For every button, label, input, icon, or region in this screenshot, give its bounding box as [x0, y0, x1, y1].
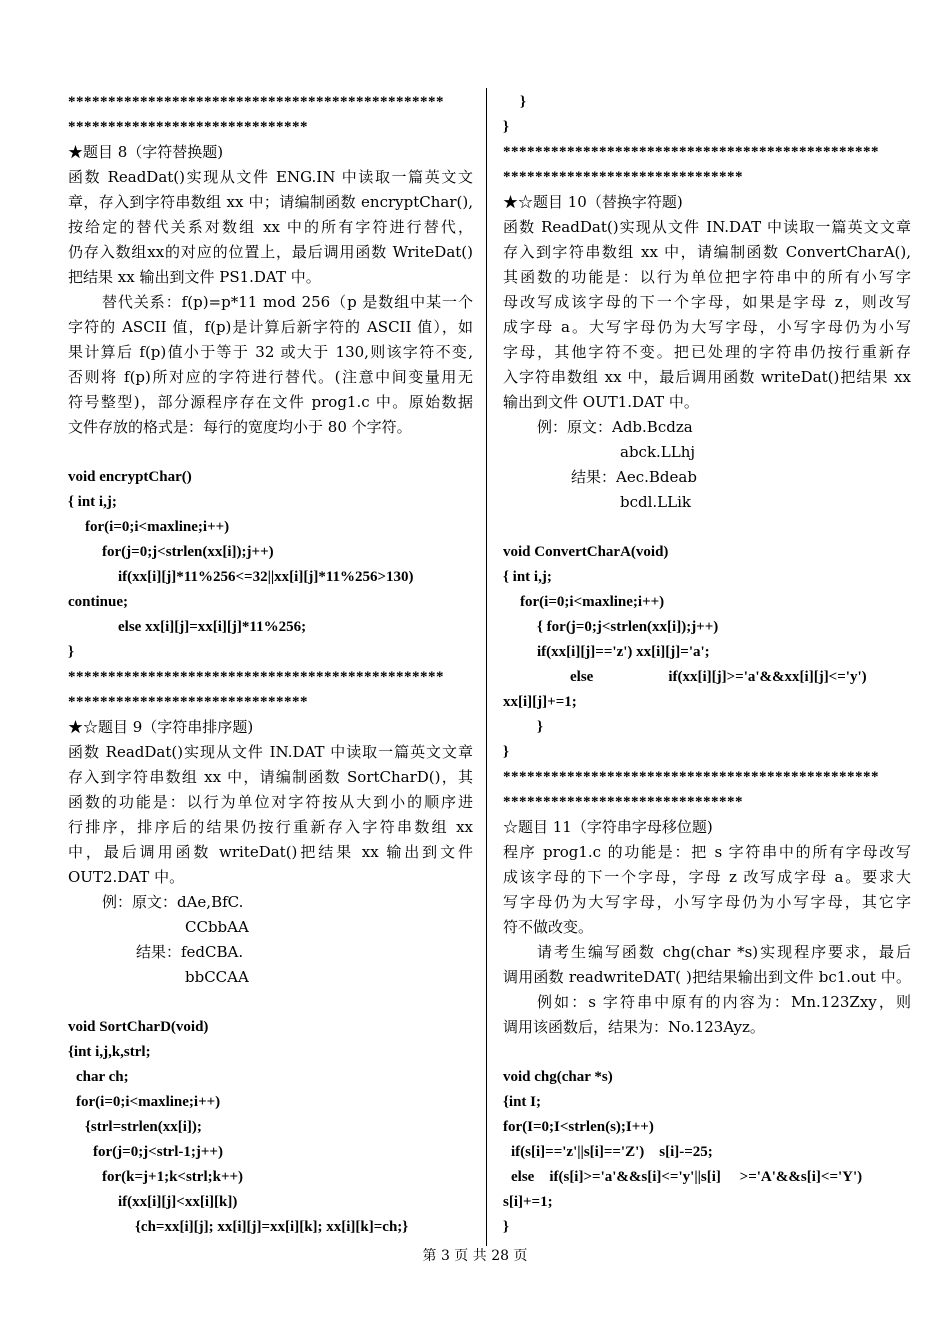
code-line: if(xx[i][j]=='z') xx[i][j]='a'; — [537, 644, 710, 660]
text-line: 按给定的替代关系对数组 xx 中的所有字符进行替代， — [68, 218, 473, 236]
code-line: for(i=0;i<maxline;i++) — [520, 594, 665, 610]
column-divider — [486, 88, 487, 1246]
separator-line: ****************************** — [68, 119, 308, 135]
text-line: 写字母仍为大写字母，小写字母仍为小写字母，其它字 — [503, 893, 911, 911]
text-line: 母改写成该字母的下一个字母，如果是字母 z，则改写 — [503, 293, 911, 311]
code-line: } — [520, 94, 526, 110]
text-line: 仍存入数组xx的对应的位置上，最后调用函数 WriteDat() — [68, 243, 473, 261]
code-line: void ConvertCharA(void) — [503, 544, 669, 560]
code-line: void SortCharD(void) — [68, 1019, 209, 1035]
text-line: 替代关系：f(p)=p*11 mod 256（p 是数组中某一个 — [102, 293, 473, 311]
code-line: } — [503, 1219, 509, 1235]
text-line: 中，最后调用函数 writeDat()把结果 xx 输出到文件 — [68, 843, 473, 861]
text-line: 输出到文件 OUT1.DAT 中。 — [503, 393, 699, 411]
text-line: 例：原文：dAe,BfC. — [102, 893, 244, 911]
code-line: { int i,j; — [68, 494, 117, 510]
text-line: 调用函数 readwriteDAT( )把结果输出到文件 bc1.out 中。 — [503, 968, 911, 986]
text-line: 例如：s 字符串中原有的内容为：Mn.123Zxy，则 — [537, 993, 911, 1011]
right-column — [503, 90, 911, 1240]
text-line: abck.LLhj — [620, 443, 696, 461]
text-line: OUT2.DAT 中。 — [68, 868, 185, 886]
text-line: 请考生编写函数 chg(char *s)实现程序要求，最后 — [537, 943, 911, 961]
blank-line — [503, 1040, 911, 1065]
text-line: 文件存放的格式是：每行的宽度均小于 80 个字符。 — [68, 418, 412, 436]
code-line: for(k=j+1;k<strl;k++) — [102, 1169, 244, 1185]
text-line: 函数 ReadDat()实现从文件 ENG.IN 中读取一篇英文文 — [68, 168, 473, 186]
text-line: 函数 ReadDat()实现从文件 IN.DAT 中读取一篇英文文章 — [68, 743, 473, 761]
text-line: 否则将 f(p)所对应的字符进行替代。(注意中间变量用无 — [68, 368, 473, 386]
text-line: ☆题目 11（字符串字母移位题) — [503, 818, 713, 836]
text-line: 符号整型)，部分源程序存在文件 prog1.c 中。原始数据 — [68, 393, 473, 411]
code-line: { for(j=0;j<strlen(xx[i]);j++) — [537, 619, 719, 635]
text-line: 果计算后 f(p)值小于等于 32 或大于 130,则该字符不变, — [68, 343, 473, 361]
code-line: } — [68, 644, 74, 660]
text-line: 函数 ReadDat()实现从文件 IN.DAT 中读取一篇英文文章 — [503, 218, 911, 236]
text-line: 程序 prog1.c 的功能是：把 s 字符串中的所有字母改写 — [503, 843, 911, 861]
text-line: 结果：fedCBA. — [136, 943, 244, 961]
text-line: 成该字母的下一个字母，字母 z 改写成字母 a。要求大 — [503, 868, 911, 886]
text-line: bbCCAA — [185, 968, 249, 986]
text-line: 字符的 ASCII 值，f(p)是计算后新字符的 ASCII 值），如 — [68, 318, 473, 336]
code-line: if(xx[i][j]<xx[i][k]) — [118, 1194, 238, 1210]
text-line: ★☆题目 10（替换字符题) — [503, 193, 683, 211]
separator-line: *********************************************** — [503, 144, 879, 160]
separator-line: ****************************** — [503, 794, 743, 810]
code-line: { int i,j; — [503, 569, 552, 585]
separator-line: *********************************************** — [68, 94, 444, 110]
code-line: else xx[i][j]=xx[i][j]*11%256; — [118, 619, 307, 635]
left-column — [68, 90, 473, 1240]
code-line: void encryptChar() — [68, 469, 192, 485]
code-line: for(I=0;I<strlen(s);I++) — [503, 1119, 654, 1135]
text-line: ★题目 8（字符替换题) — [68, 143, 224, 161]
text-line: 把结果 xx 输出到文件 PS1.DAT 中。 — [68, 268, 321, 286]
code-line: for(i=0;i<maxline;i++) — [85, 519, 230, 535]
separator-line: ****************************** — [503, 169, 743, 185]
separator-line: *********************************************** — [503, 769, 879, 785]
code-line: continue; — [68, 594, 128, 610]
code-line: void chg(char *s) — [503, 1069, 613, 1085]
text-line: 字母，其他字符不变。把已处理的字符串仍按行重新存 — [503, 343, 911, 361]
page-footer: 第 3 页 共 28 页 — [422, 1248, 528, 1264]
separator-line: ****************************** — [68, 694, 308, 710]
text-line: 符不做改变。 — [503, 918, 594, 936]
blank-line — [68, 440, 473, 465]
code-line: {strl=strlen(xx[i]); — [85, 1119, 202, 1135]
text-line: 函数的功能是：以行为单位对字符按从大到小的顺序进 — [68, 793, 473, 811]
code-line: else if(xx[i][j]>='a'&&xx[i][j]<='y') — [570, 669, 867, 685]
text-line: 行排序，排序后的结果仍按行重新存入字符串数组 xx — [68, 818, 473, 836]
text-line: 章，存入到字符串数组 xx 中；请编制函数 encryptChar(), — [68, 193, 473, 211]
code-line: for(j=0;j<strlen(xx[i]);j++) — [102, 544, 274, 560]
blank-line — [503, 515, 911, 540]
text-line: 调用该函数后，结果为：No.123Ayz。 — [503, 1018, 765, 1036]
text-line: ★☆题目 9（字符串排序题) — [68, 718, 254, 736]
text-line: 入字符串数组 xx 中，最后调用函数 writeDat()把结果 xx — [503, 368, 911, 386]
code-line: {int I; — [503, 1094, 541, 1110]
code-line: else if(s[i]>='a'&&s[i]<='y'||s[i] >='A'&&s[i]<='Y') — [511, 1169, 863, 1185]
code-line: if(s[i]=='z'||s[i]=='Z') s[i]-=25; — [511, 1144, 713, 1160]
code-line: char ch; — [76, 1069, 129, 1085]
text-line: 成字母 a。大写字母仍为大写字母，小写字母仍为小写 — [503, 318, 911, 336]
code-line: } — [503, 744, 509, 760]
text-line: bcdl.LLik — [620, 493, 691, 511]
code-line: {ch=xx[i][j]; xx[i][j]=xx[i][k]; xx[i][k]=ch;} — [135, 1219, 409, 1235]
code-line: xx[i][j]+=1; — [503, 694, 577, 710]
code-line: } — [503, 119, 509, 135]
text-line: 存入到字符串数组 xx 中，请编制函数 SortCharD()，其 — [68, 768, 473, 786]
code-line: for(i=0;i<maxline;i++) — [76, 1094, 221, 1110]
code-line: if(xx[i][j]*11%256<=32||xx[i][j]*11%256>130) — [118, 569, 414, 585]
code-line: {int i,j,k,strl; — [68, 1044, 151, 1060]
text-line: 结果：Aec.Bdeab — [571, 468, 697, 486]
text-line: 例：原文：Adb.Bcdza — [537, 418, 693, 436]
blank-line — [68, 990, 473, 1015]
text-line: 其函数的功能是：以行为单位把字符串中的所有小写字 — [503, 268, 911, 286]
text-line: CCbbAA — [185, 918, 249, 936]
text-line: 存入到字符串数组 xx 中，请编制函数 ConvertCharA(), — [503, 243, 911, 261]
code-line: for(j=0;j<strl-1;j++) — [93, 1144, 223, 1160]
code-line: } — [537, 719, 543, 735]
separator-line: *********************************************** — [68, 669, 444, 685]
code-line: s[i]+=1; — [503, 1194, 553, 1210]
